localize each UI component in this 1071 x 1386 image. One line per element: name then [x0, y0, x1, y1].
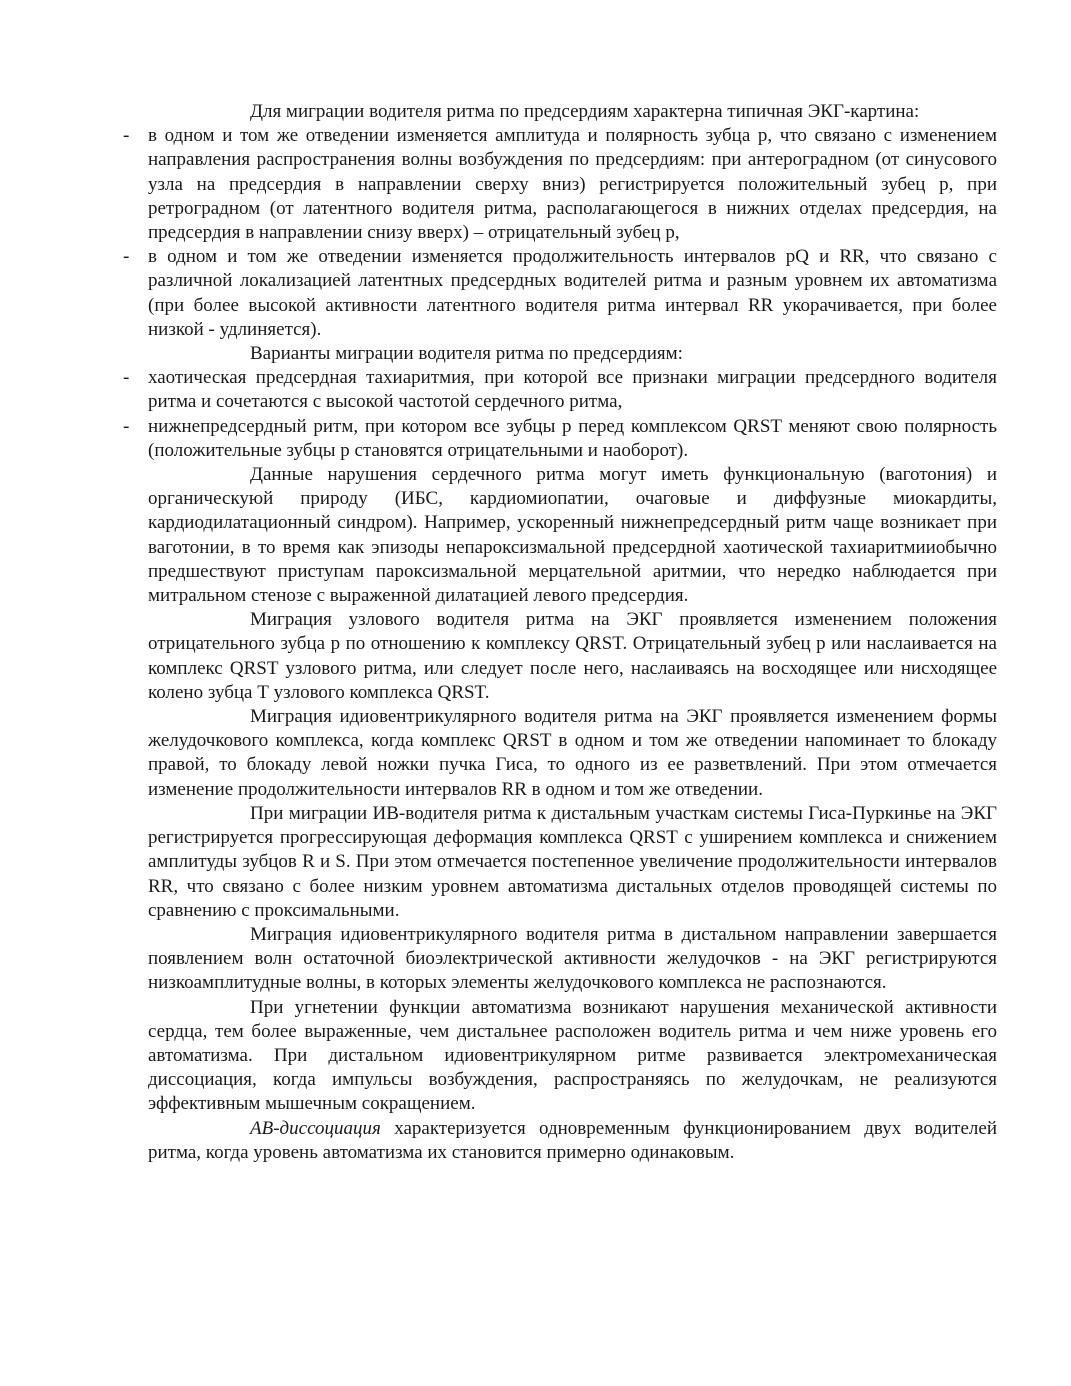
- list-item: [123, 245, 997, 342]
- paragraph-body: Миграция идиовентрикулярного водителя ритма на ЭКГ проявляется изменением формы желудочкового комплекса, когда комплекс QRST в одном и том же отведении напоминает то блокаду правой, то блокаду левой ножки пучка Гиса, то одного из ее разветвлений. При этом отмечается изменение продолжительности интервалов RR в одном и том же отведении.: [148, 706, 997, 800]
- list-item: [123, 415, 997, 463]
- list-bullet: -: [123, 367, 130, 389]
- paragraph-text: характеризуется одновременным функционированием двух водителей ритма, когда уровень автоматизма их становится примерно одинаковым.: [148, 1117, 997, 1163]
- document-page: [123, 100, 997, 1165]
- list-bullet: -: [123, 415, 130, 437]
- list-item: [123, 124, 997, 245]
- paragraph-body: Данные нарушения сердечного ритма могут иметь функциональную (ваготония) и органическуюй природу (ИБС, кардиомиопатии, очаговые и диффузные миокардиты, кардиодилатационный синдром). Например, ускоренный нижнепредсердный ритм чаще возникает при ваготонии, в то время как эпизоды непароксизмальной предсердной хаотической тахиаритмииобычно предшествуют приступам пароксизмальной мерцательной аритмии, что нередко наблюдается при митральном стенозе с выраженной дилатацией левого предсердия.: [148, 464, 997, 607]
- paragraph-body: Миграция узлового водителя ритма на ЭКГ проявляется изменением положения отрицательного зубца р по отношению к комплексу QRST. Отрицательный зубец р или наслаивается на комплекс QRST узлового ритма, или следует после него, наслаиваясь на восходящее или нисходящее колено зубца Т узлового комплекса QRST.: [148, 609, 997, 703]
- list-item-text: нижнепредсердный ритм, при котором все зубцы р перед комплексом QRST меняют свою полярность (положительные зубцы р становятся отрицательными и наоборот).: [148, 415, 997, 461]
- paragraph-body: При угнетении функции автоматизма возникают нарушения механической активности сердца, тем более выраженные, чем дистальнее расположен водитель ритма и чем ниже уровень его автоматизма. При дистальном идиовентрикулярном ритме развивается электромеханическая диссоциация, когда импульсы возбуждения, распространяясь по желудочкам, не реализуются эффективным мышечным сокращением.: [148, 996, 997, 1115]
- list-item-text: в одном и том же отведении изменяется продолжительность интервалов pQ и RR, что связано с различной локализацией латентных предсердных водителей ритма и разным уровнем их автоматизма (при более высокой активности латентного водителя ритма интервал RR укорачивается, при более низкой - удлиняется).: [148, 246, 997, 340]
- list-item-text: в одном и том же отведении изменяется амплитуда и полярность зубца р, что связано с изменением направления распространения волны возбуждения по предсердиям: при антероградном (от синусового узла на предсердия в направлении сверху вниз) регистрируется положительный зубец р, при ретроградном (от латентного водителя ритма, располагающегося в нижних отделах предсердия, на предсердия в направлении снизу вверх) – отрицательный зубец р,: [148, 125, 997, 244]
- paragraph-intro: Для миграции водителя ритма по предсердиям характерна типичная ЭКГ-картина:: [250, 101, 920, 122]
- paragraph-body: Миграция идиовентрикулярного водителя ритма в дистальном направлении завершается появлением волн остаточной биоэлектрической активности желудочков - на ЭКГ регистрируются низкоамплитудные волны, в которых элементы желудочкового комплекса не распознаются.: [148, 923, 997, 994]
- list-item-text: хаотическая предсердная тахиаритмия, при которой все признаки миграции предсердного водителя ритма и сочетаются с высокой частотой сердечного ритма,: [148, 367, 997, 413]
- list-bullet: -: [123, 125, 130, 147]
- list-item: [123, 366, 997, 414]
- italic-term: АВ-диссоциация: [250, 1117, 381, 1139]
- paragraph-variants-heading: Варианты миграции водителя ритма по предсердиям:: [250, 343, 683, 365]
- list-bullet: -: [123, 246, 130, 268]
- paragraph-av-dissociation: [148, 1117, 997, 1165]
- paragraph-body: При миграции ИВ-водителя ритма к дистальным участкам системы Гиса-Пуркинье на ЭКГ регистрируется прогрессирующая деформация комплекса QRST с уширением комплекса и снижением амплитуды зубцов R и S. При этом отмечается постепенное увеличение продолжительности интервалов RR, что связано с более низким уровнем автоматизма дистальных отделов проводящей системы по сравнению с проксимальными.: [148, 802, 997, 921]
